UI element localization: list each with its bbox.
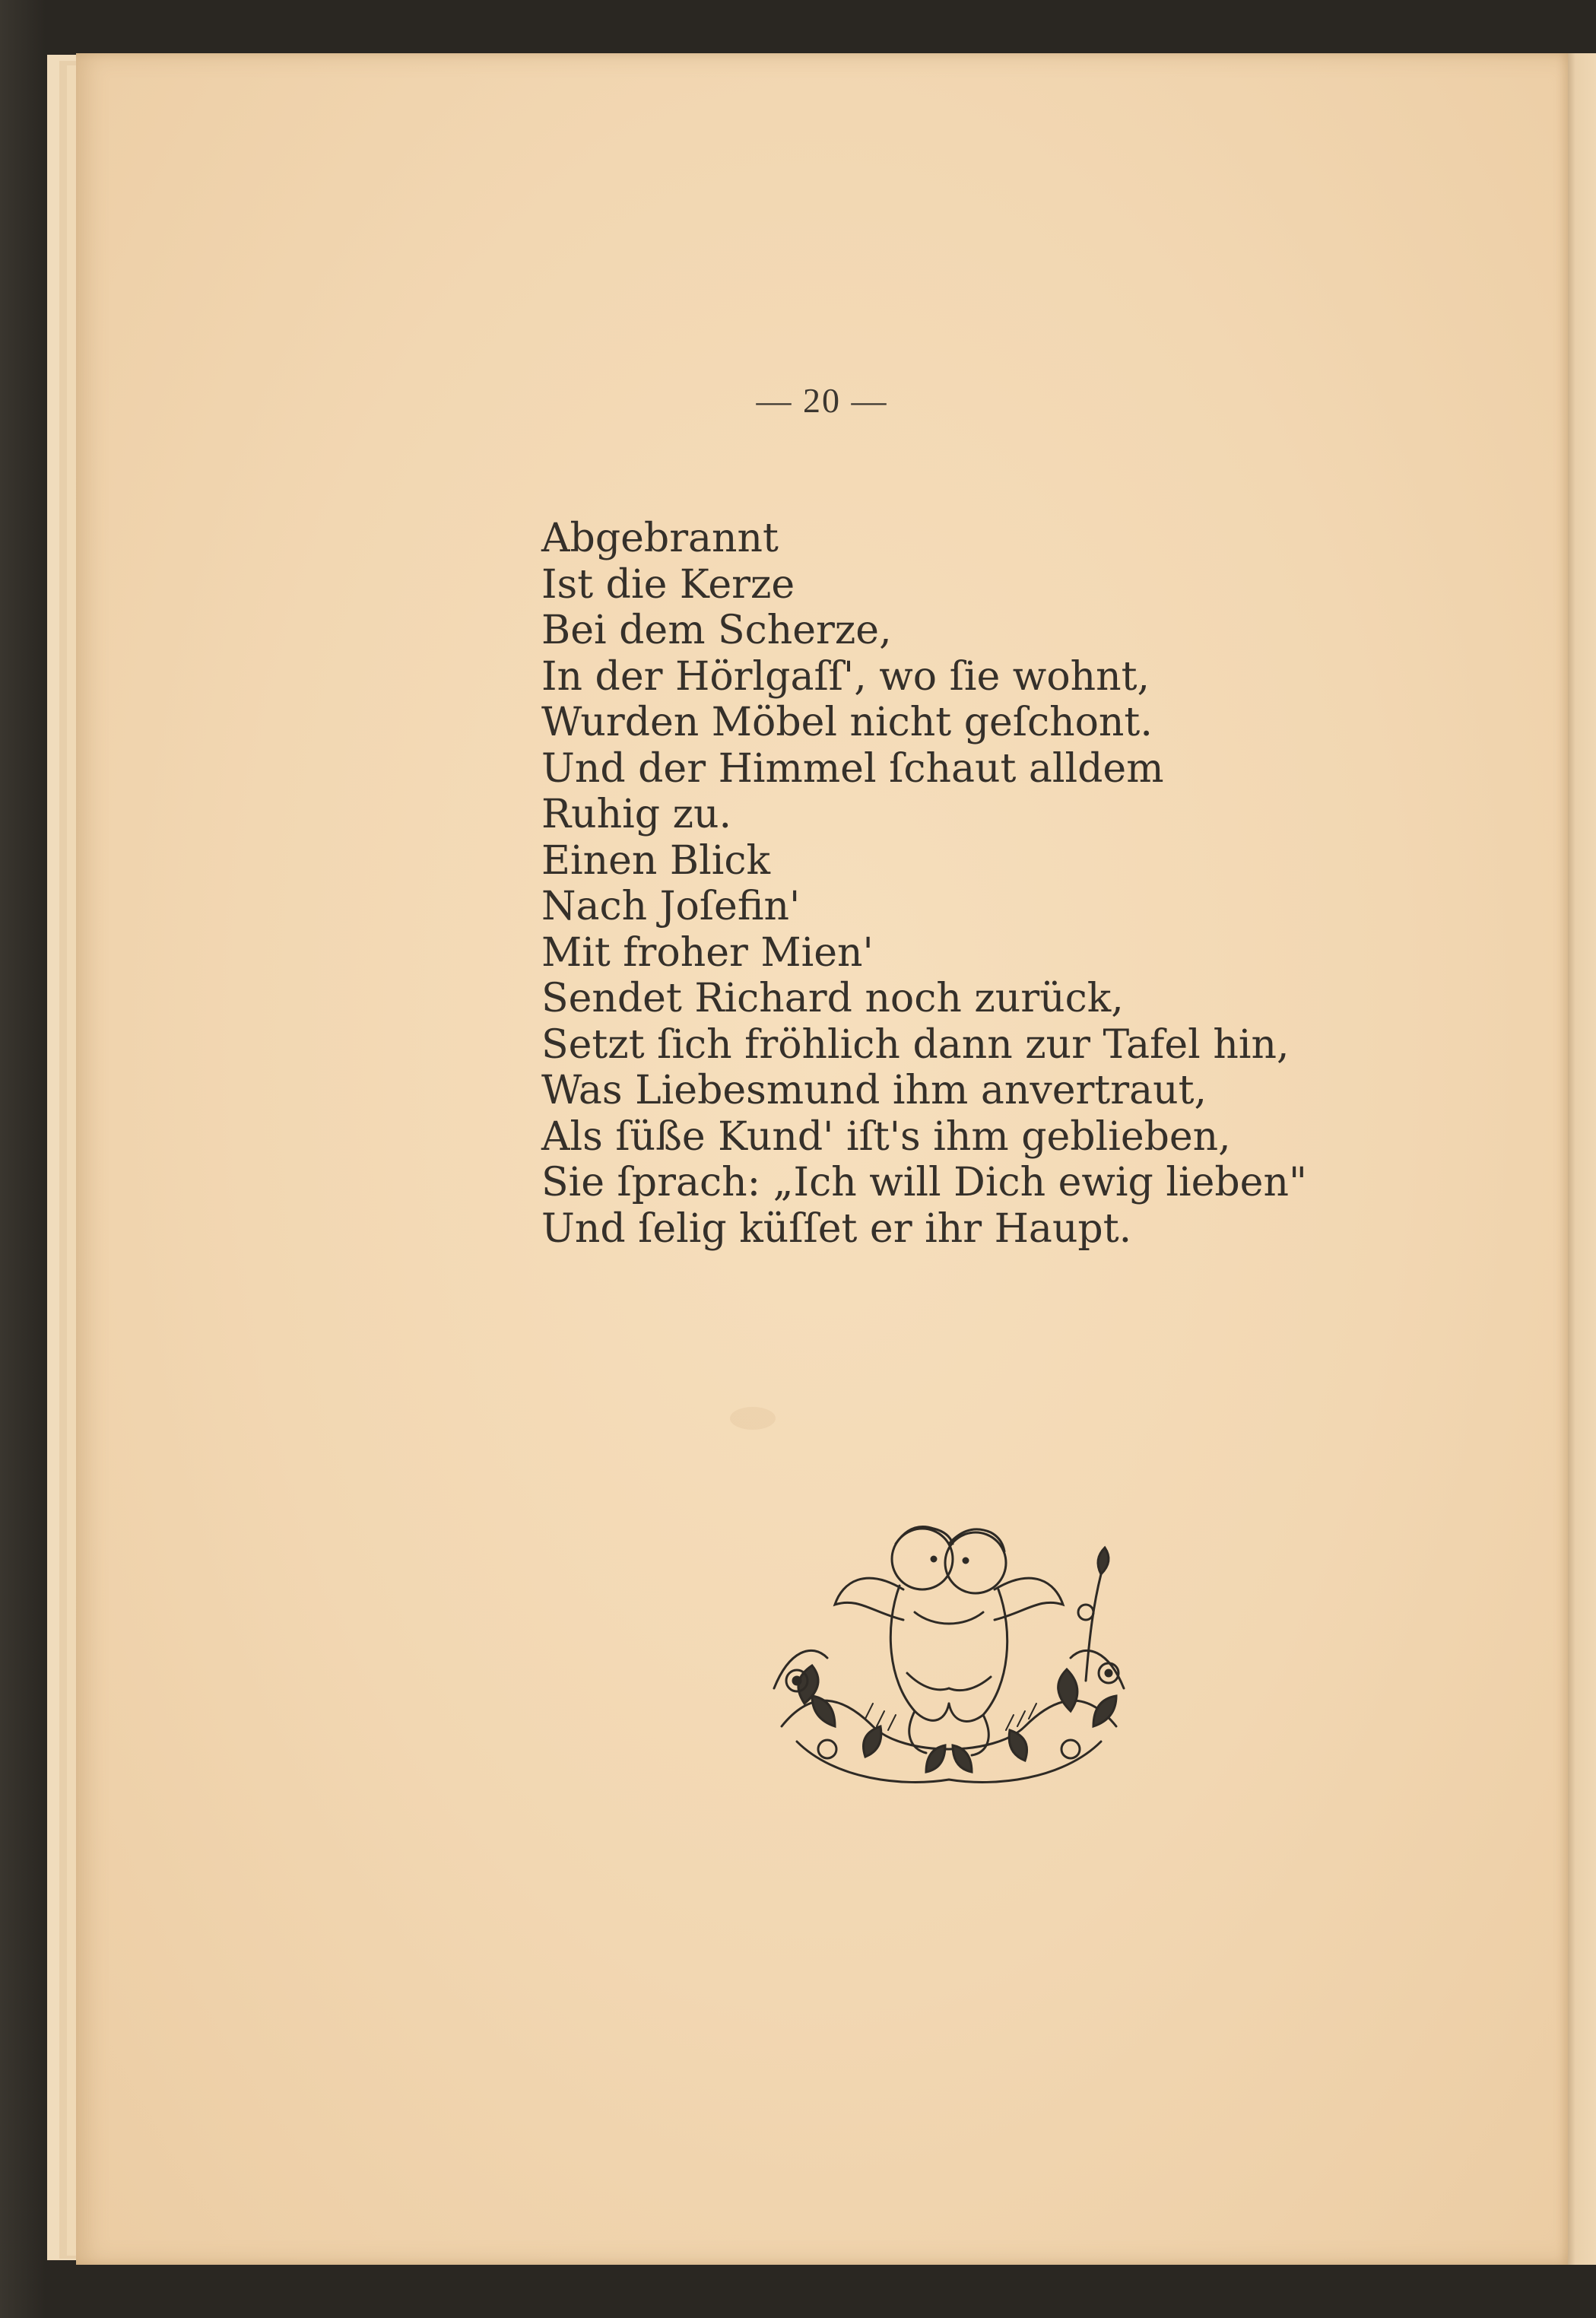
poem-line: Was Liebesmund ihm anvertraut, (541, 1068, 1207, 1113)
paper-stain (730, 1407, 776, 1430)
poem-line: Wurden Möbel nicht geſchont. (541, 700, 1153, 745)
poem-line: Bei dem Scherze, (541, 608, 892, 653)
poem-line: Mit froher Mien' (541, 929, 874, 976)
cherubs-vignette-icon (751, 1498, 1147, 1802)
poem-line: Sendet Richard noch zurück, (541, 976, 1124, 1021)
poem-line: Und ſelig küſſet er ihr Haupt. (541, 1205, 1132, 1252)
next-page-edge (1568, 53, 1596, 2265)
poem-line: Einen Blick (541, 837, 770, 884)
poem-line: Als ſüße Kund' iſt's ihm geblieben, (541, 1113, 1231, 1160)
poem-line: Ist die Kerze (541, 561, 795, 608)
poem-line: Nach Joſefin' (541, 884, 801, 929)
book-page (76, 53, 1568, 2265)
poem-line: Ruhig zu. (541, 792, 731, 837)
poem-line: Abgebrannt (541, 516, 779, 561)
poem-line: Setzt ſich fröhlich dann zur Tafel hin, (541, 1021, 1290, 1068)
poem-line: In der Hörlgaſſ', wo ſie wohnt, (541, 653, 1150, 700)
page-number: — 20 — (756, 381, 888, 420)
poem-line: Sie ſprach: „Ich will Dich ewig lieben" (541, 1160, 1307, 1205)
poem-text (541, 516, 1307, 1252)
poem-line: Und der Himmel ſchaut alldem (541, 745, 1164, 792)
